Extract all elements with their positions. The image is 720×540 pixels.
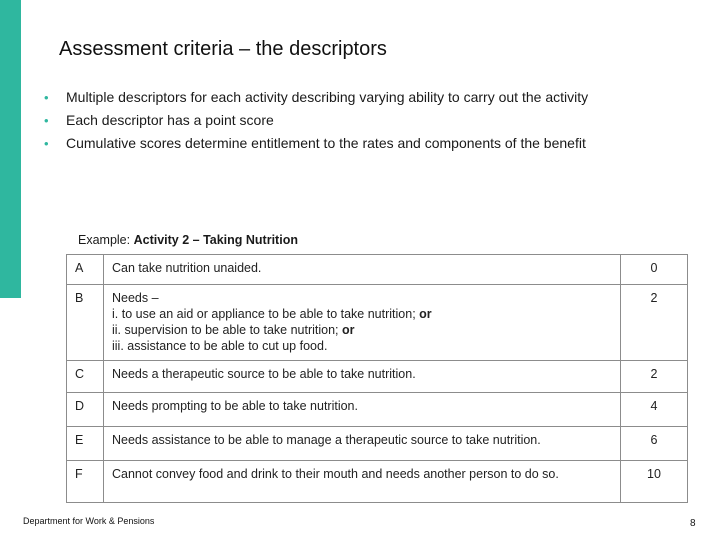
example-activity: Activity 2 – Taking Nutrition bbox=[133, 233, 298, 247]
footer-organisation: Department for Work & Pensions bbox=[23, 516, 155, 526]
accent-bar bbox=[0, 0, 21, 298]
descriptor-score: 10 bbox=[621, 461, 688, 503]
bullet-text: Cumulative scores determine entitlement to the rates and components of the benefit bbox=[66, 135, 586, 151]
descriptor-option bbox=[112, 306, 612, 322]
descriptor-score: 6 bbox=[621, 427, 688, 461]
page-number: 8 bbox=[690, 518, 696, 529]
descriptor-score: 0 bbox=[621, 255, 688, 285]
descriptor-score: 4 bbox=[621, 393, 688, 427]
descriptor-letter: C bbox=[67, 361, 104, 393]
option-conjunction: or bbox=[419, 307, 432, 321]
descriptor-text bbox=[104, 285, 621, 361]
descriptor-letter: E bbox=[67, 427, 104, 461]
descriptor-letter: D bbox=[67, 393, 104, 427]
example-caption bbox=[78, 232, 298, 248]
slide-title: Assessment criteria – the descriptors bbox=[59, 38, 387, 60]
bullet-icon: • bbox=[44, 113, 49, 128]
descriptor-text: Can take nutrition unaided. bbox=[104, 255, 621, 285]
bullet-item bbox=[44, 109, 588, 132]
bullet-item bbox=[44, 86, 588, 109]
descriptor-option bbox=[112, 322, 612, 338]
table-row bbox=[67, 285, 688, 361]
descriptor-score: 2 bbox=[621, 285, 688, 361]
option-text: ii. supervision to be able to take nutrition; bbox=[112, 323, 339, 337]
descriptor-text: Needs a therapeutic source to be able to take nutrition. bbox=[104, 361, 621, 393]
option-text: i. to use an aid or appliance to be able to take nutrition; bbox=[112, 307, 416, 321]
descriptor-table bbox=[66, 254, 688, 503]
example-prefix: Example: bbox=[78, 233, 134, 247]
bullet-icon: • bbox=[44, 136, 49, 151]
option-conjunction: or bbox=[342, 323, 355, 337]
bullet-text: Multiple descriptors for each activity describing varying ability to carry out the activity bbox=[66, 89, 589, 105]
descriptor-letter: B bbox=[67, 285, 104, 361]
bullet-list bbox=[44, 86, 588, 155]
descriptor-text: Cannot convey food and drink to their mouth and needs another person to do so. bbox=[104, 461, 621, 503]
table-row bbox=[67, 427, 688, 461]
table-row bbox=[67, 361, 688, 393]
table-row bbox=[67, 393, 688, 427]
table-row bbox=[67, 255, 688, 285]
descriptor-score: 2 bbox=[621, 361, 688, 393]
descriptor-letter: F bbox=[67, 461, 104, 503]
descriptor-letter: A bbox=[67, 255, 104, 285]
descriptor-intro: Needs – bbox=[112, 291, 159, 305]
descriptor-option bbox=[112, 338, 612, 354]
bullet-icon: • bbox=[44, 90, 49, 105]
bullet-text: Each descriptor has a point score bbox=[66, 112, 274, 128]
descriptor-text: Needs prompting to be able to take nutrition. bbox=[104, 393, 621, 427]
bullet-item bbox=[44, 132, 588, 155]
descriptor-text: Needs assistance to be able to manage a therapeutic source to take nutrition. bbox=[104, 427, 621, 461]
table-row bbox=[67, 461, 688, 503]
option-text: iii. assistance to be able to cut up food. bbox=[112, 339, 328, 353]
